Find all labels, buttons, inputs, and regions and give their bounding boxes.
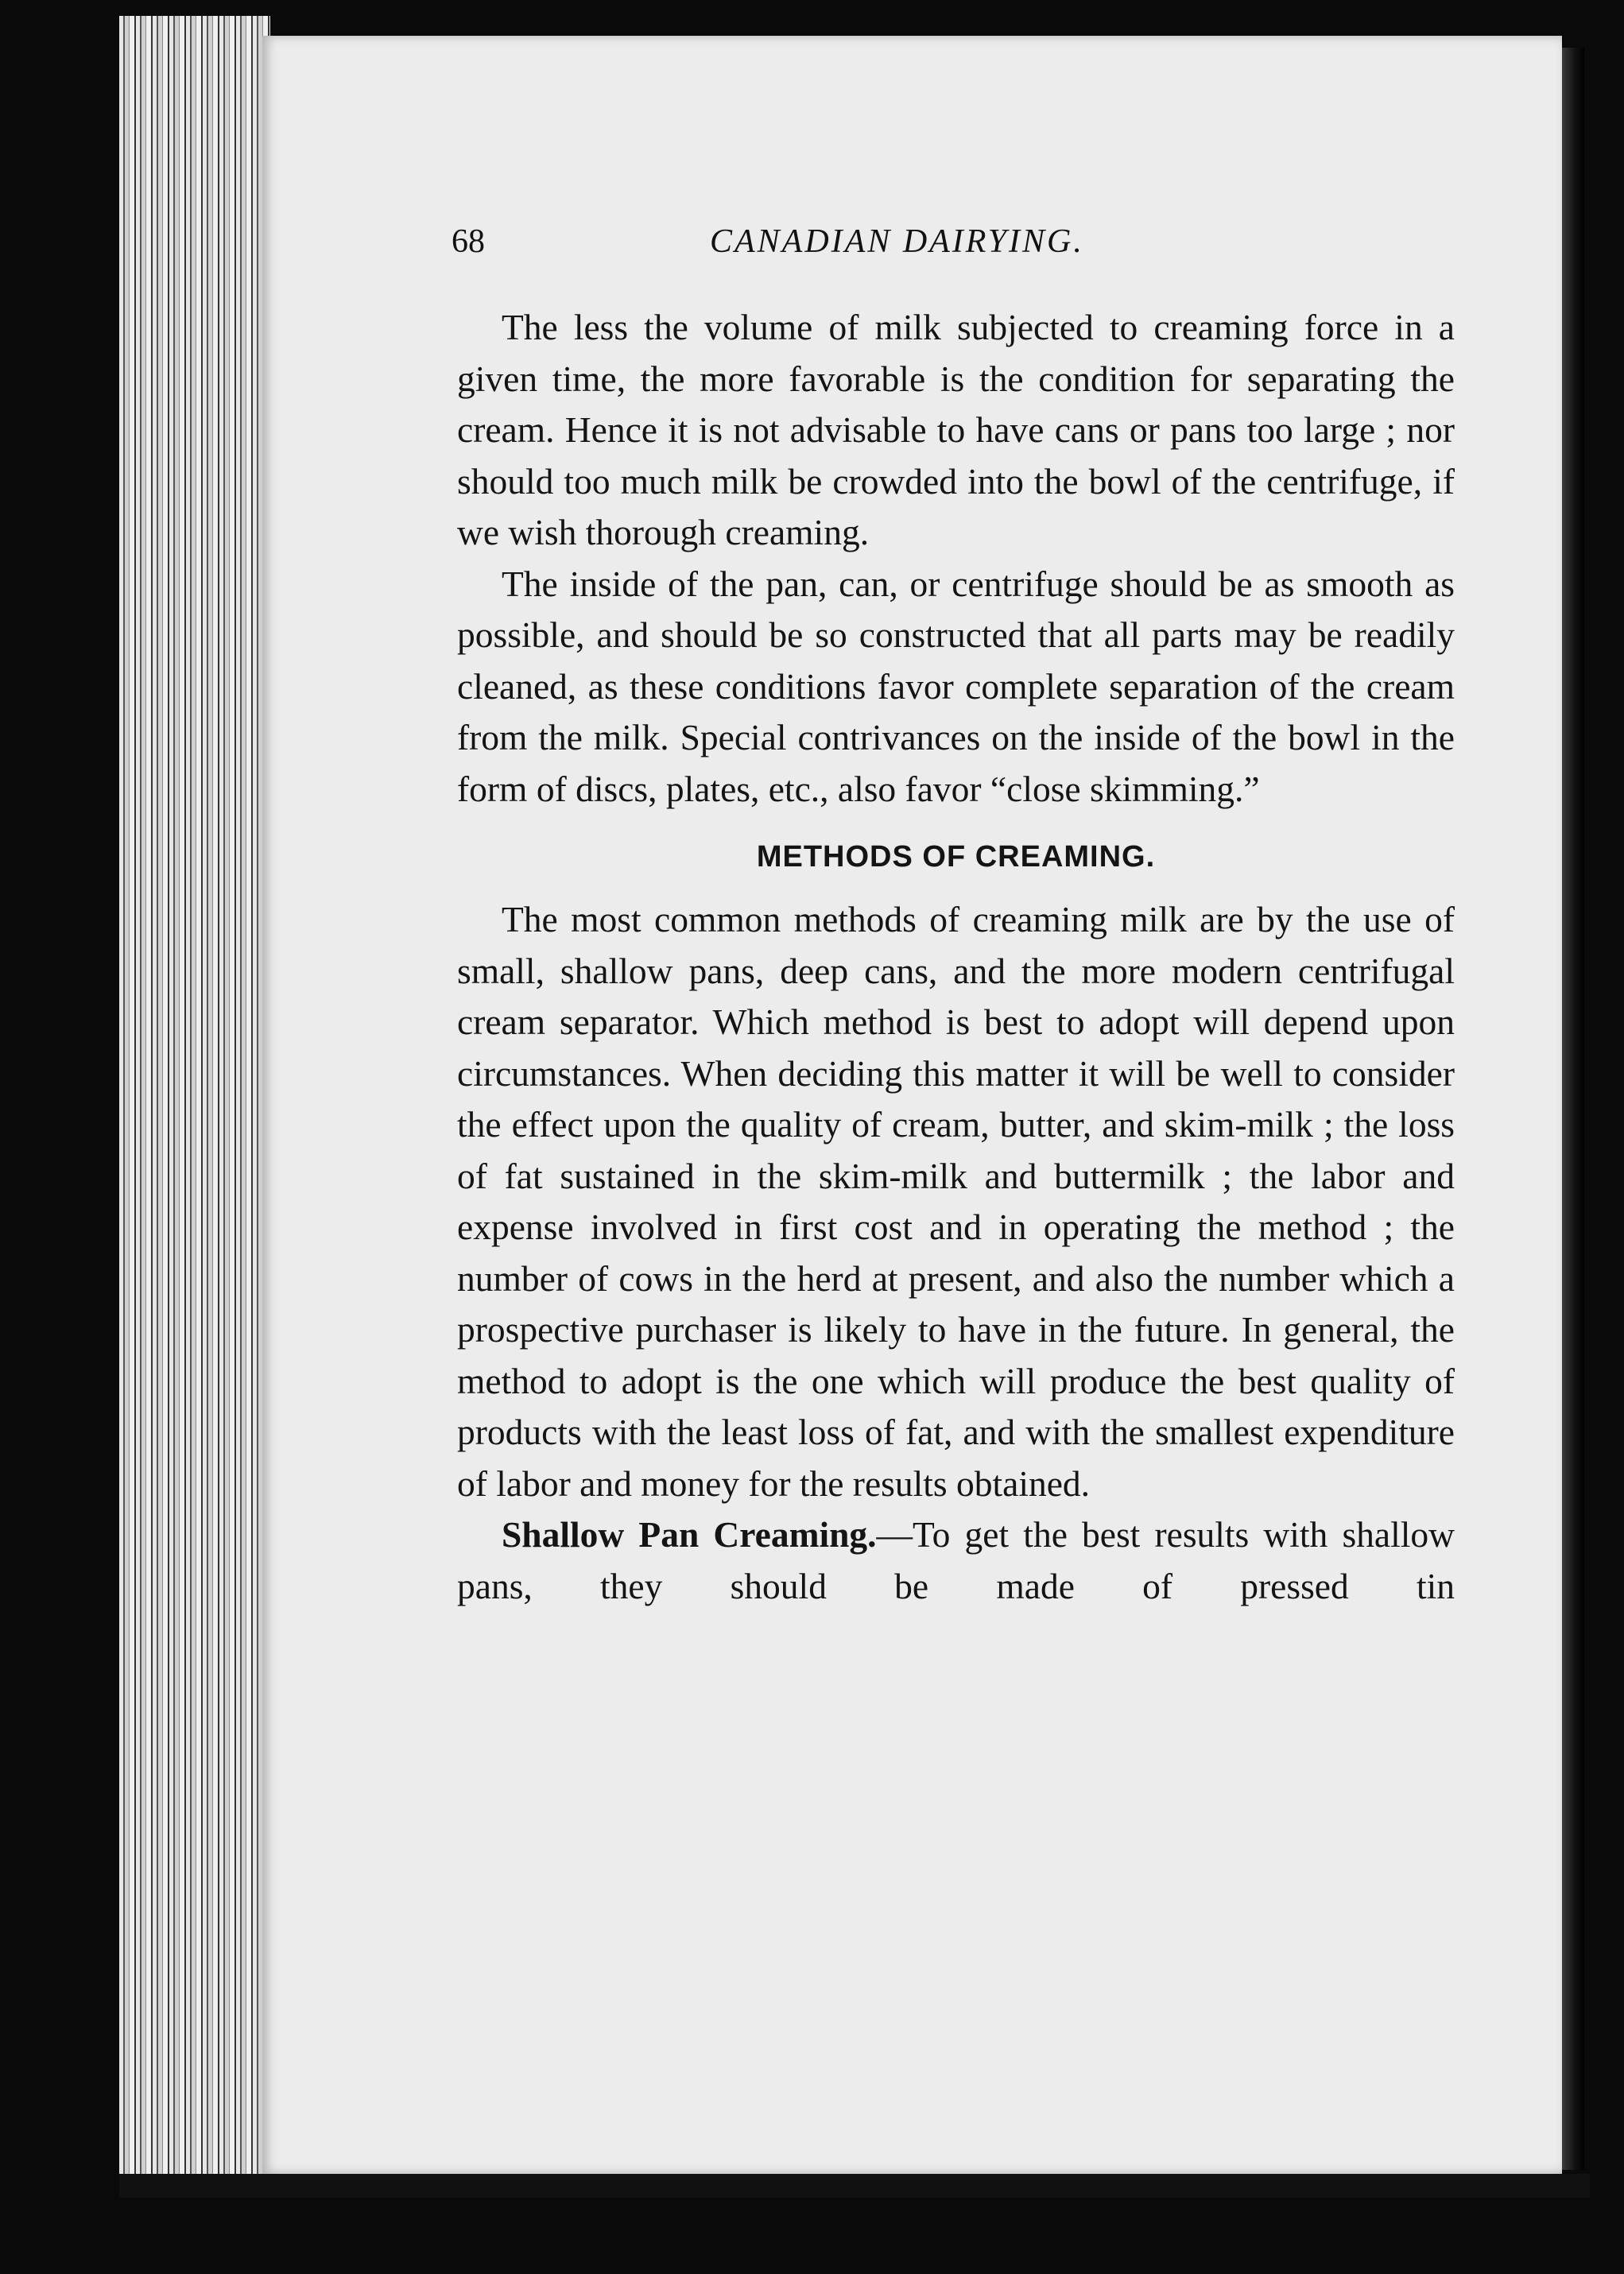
- page-edges-stack: [119, 16, 270, 2178]
- paragraph-inside-of-pan: The inside of the pan, can, or centrifuge should be as smooth as possible, and should be so constructed that all parts may be readily cleaned, as these conditions favor complete separation of the cream from the milk. Special contrivances on the inside of the bowl in the form of discs, plates, etc., also favor “close skimming.”: [457, 563, 1455, 809]
- paragraph-common-methods: The most common methods of creaming milk are by the use of small, shallow pans, deep cans, and the more modern centrifugal cream separator. Which method is best to adopt will depend upon circumstances. When deciding this matter it will be well to consider the effect upon the quality of cream, butter, and skim-milk ; the loss of fat sustained in the skim-milk and buttermilk ; the labor and expense involved in first cost and in operating the method ; the number of cows in the herd at present, and also the number which a prospective purchaser is likely to have in the future. In general, the method to adopt is the one which will produce the best quality of products with the least loss of fat, and with the smallest expenditure of labor and money for the results obtained.: [457, 899, 1455, 1504]
- paragraph-volume-of-milk: The less the volume of milk subjected to creaming force in a given time, the more favorable is the condition for separating the cream. Hence it is not advisable to have cans or pans too large ; nor should too much milk be crowded into the bowl of the centrifuge, if we wish thorough creaming.: [457, 307, 1455, 552]
- section-heading: METHODS OF CREAMING.: [756, 840, 1156, 874]
- page-right-edge: [1562, 48, 1584, 2170]
- paragraph-shallow-pan-text: —To get the best results with shallow pans, they should be made of pressed tin: [457, 1514, 1455, 1606]
- page-number: 68: [452, 223, 485, 260]
- book-title: CANADIAN DAIRYING.: [710, 223, 1084, 260]
- running-head: [452, 223, 1429, 270]
- run-in-heading: Shallow Pan Creaming.: [502, 1514, 877, 1555]
- body-text: [457, 302, 1455, 1612]
- paragraph-shallow-pan: [457, 1509, 1455, 1612]
- page-bottom-shadow: [119, 2174, 1590, 2198]
